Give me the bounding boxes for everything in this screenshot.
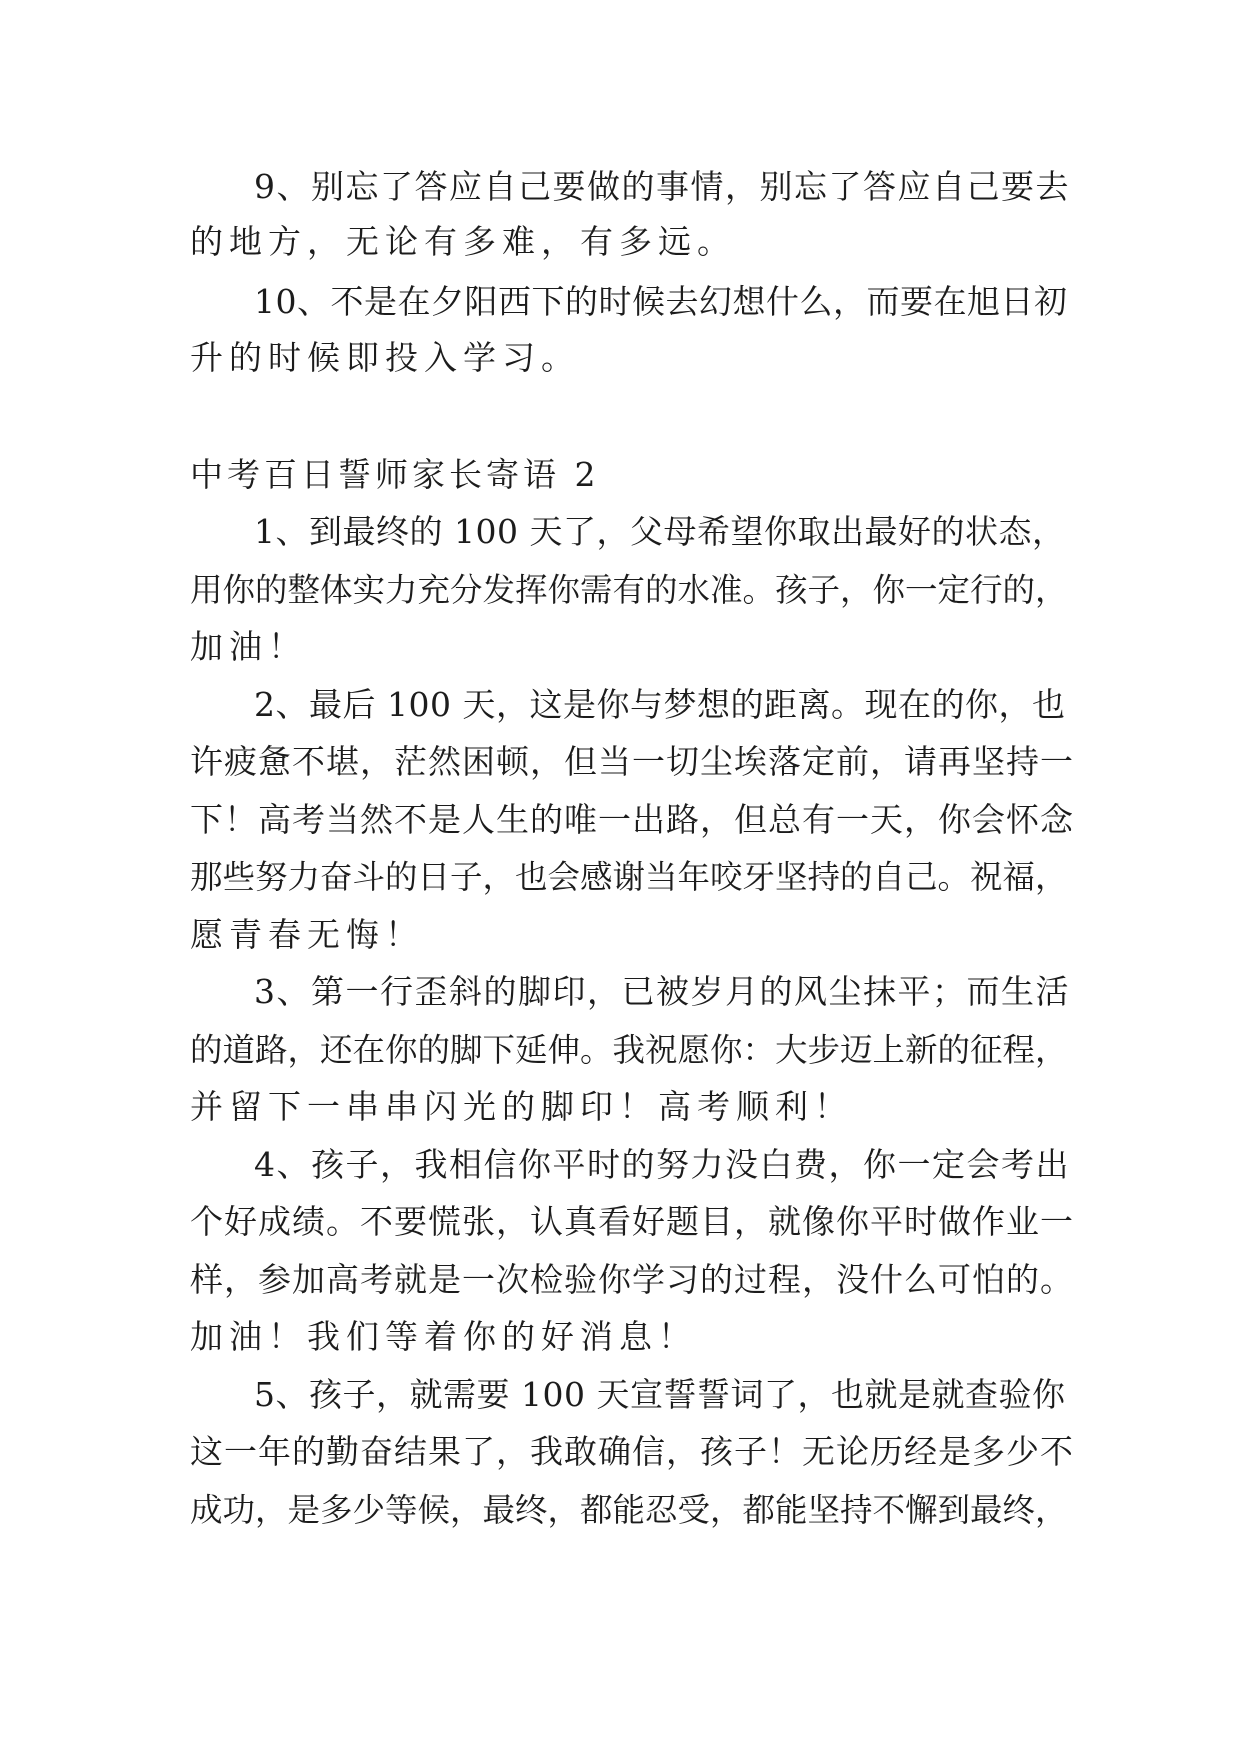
item-4-line-2: 个好成绩。不要慌张，认真看好题目，就像你平时做作业一 <box>190 1202 1074 1241</box>
item-4-line-1: 4、孩子，我相信你平时的努力没白费，你一定会考出 <box>254 1145 1070 1184</box>
item-2-line-5: 愿青春无悔！ <box>190 915 424 954</box>
item-4-line-3: 样，参加高考就是一次检验你学习的过程，没什么可怕的。 <box>190 1260 1074 1299</box>
section-heading: 中考百日誓师家长寄语 2 <box>190 455 600 494</box>
item-1-line-3: 加油！ <box>190 627 307 666</box>
item-1-line-2: 用你的整体实力充分发挥你需有的水准。孩子，你一定行的， <box>190 571 1068 609</box>
item-2-line-2: 许疲惫不堪，茫然困顿，但当一切尘埃落定前，请再坚持一 <box>190 742 1074 781</box>
item-2-line-3: 下！高考当然不是人生的唯一出路，但总有一天，你会怀念 <box>190 800 1074 839</box>
item-2-line-4: 那些努力奋斗的日子，也会感谢当年咬牙坚持的自己。祝福， <box>190 858 1068 896</box>
item-5-line-1: 5、孩子，就需要 100 天宣誓誓词了，也就是就查验你 <box>254 1375 1066 1414</box>
paragraph-9-line-1: 9、别忘了答应自己要做的事情，别忘了答应自己要去 <box>254 167 1070 206</box>
item-4-line-4: 加油！我们等着你的好消息！ <box>190 1317 697 1356</box>
item-2-line-1: 2、最后 100 天，这是你与梦想的距离。现在的你，也 <box>254 685 1066 724</box>
item-3-line-2: 的道路，还在你的脚下延伸。我祝愿你：大步迈上新的征程， <box>190 1031 1068 1069</box>
item-3-line-3: 并留下一串串闪光的脚印！高考顺利！ <box>190 1087 853 1126</box>
item-5-line-2: 这一年的勤奋结果了，我敢确信，孩子！无论历经是多少不 <box>190 1432 1074 1471</box>
item-5-line-3: 成功，是多少等候，最终，都能忍受，都能坚持不懈到最终， <box>190 1491 1068 1529</box>
paragraph-10-line-1: 10、不是在夕阳西下的时候去幻想什么，而要在旭日初 <box>254 282 1068 321</box>
item-3-line-1: 3、第一行歪斜的脚印，已被岁月的风尘抹平；而生活 <box>254 972 1070 1011</box>
paragraph-9-line-2: 的地方，无论有多难，有多远。 <box>190 222 736 261</box>
paragraph-10-line-2: 升的时候即投入学习。 <box>190 338 580 377</box>
item-1-line-1: 1、到最终的 100 天了，父母希望你取出最好的状态， <box>254 512 1066 551</box>
